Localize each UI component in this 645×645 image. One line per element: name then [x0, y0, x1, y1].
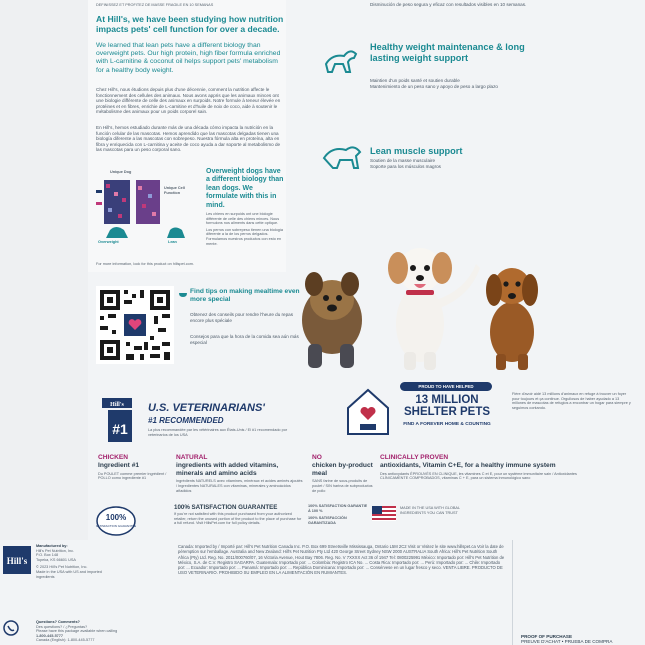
us-flag-icon	[372, 506, 396, 521]
qr-tips-headline: Find tips on making mealtime even more special	[190, 288, 300, 303]
claim-antioxidants-desc: Des antioxydants ÉPROUVÉS EN CLINIQUE, les vitamines C et E, pour un système immunitaire sain / Antioxidantes CLÍNICAMENTE COMPROBADOS, vitaminas C + E, para un sistema inmunológico sano	[380, 471, 577, 481]
claim-antioxidants-sub: antioxidants, Vitamin C+E, for a healthy immune system	[380, 461, 556, 469]
claim-chicken-title: CHICKEN	[98, 454, 129, 461]
proof-en: PROOF OF PURCHASE	[521, 634, 573, 639]
manufacturer-info	[36, 544, 120, 579]
story-french-body: Chez Hill's, nous étudions depuis plus d'une décennie, comment la nutrition affecte le fonctionnement des cellules des animaux. Nous avons appris que les animaux minces ont une biologie différente de celle des animaux en surpoids. Notre formule à teneur élevée en protéines et en fibres, enrichie de L-carnitine et d'huile de noix de coco, aide à soutenir le métabolisme des animaux pour un poids corporel sain.	[96, 87, 281, 115]
claim-natural-title: NATURAL	[176, 454, 208, 461]
diagram-overweight-caption: Overweight	[98, 240, 119, 244]
phone-canada[interactable]: Canada (English): 1-800-445-5777	[36, 638, 95, 643]
dachshund-dog-illustration	[486, 268, 538, 370]
manufacturer-line-1: Hill's Pet Nutrition, Inc.	[36, 548, 75, 553]
benefit-weight-maintenance	[320, 42, 530, 102]
overweight-fr: Les chiens en surpoids ont une biologie différente de celle des chiens minces. Nous formulons nos aliments dans cette optique.	[206, 212, 280, 226]
dog-running-icon	[320, 42, 364, 76]
hills-logo-icon	[3, 546, 31, 574]
diagram-right-label: Unique Cell Function	[164, 186, 185, 195]
vet-badge-number: #1	[112, 421, 128, 437]
badge-percent: 100%	[105, 513, 127, 522]
vet-translation: La plus recommandée par les vétérinaires aux États-Unis / El #1 recomendado por veterinarios de los USA	[148, 428, 288, 437]
claim-natural	[176, 454, 304, 493]
benefit-lean-muscle-title: Lean muscle support	[370, 146, 463, 156]
benefit-weight-maintenance-es: Mantenimiento de un peso sano y apoyo de peso a largo plazo	[370, 84, 498, 89]
overweight-biology-headline: Overweight dogs have a different biology than lean dogs. We formulate with this in mind.	[206, 168, 284, 209]
questions-body: Please have this package available when calling	[36, 629, 118, 634]
guarantee-body: If you're not satisfied with this product purchased from your authorized retailer, return the unused portion of the product to the place of purchase for a full refund. Visit HillsPet.com for full policy details.	[174, 512, 302, 526]
yorkie-dog-illustration	[302, 272, 362, 368]
shelter-pets-label: SHELTER PETS	[403, 406, 491, 418]
story-footer: For more information, look for this product on hillspet.com.	[96, 262, 194, 266]
claim-no-byproduct-desc: SANS farine de sous-produits de poulet / SIN harina de subproductos de pollo	[312, 479, 373, 493]
dog-muscle-icon	[320, 138, 364, 172]
claims-band	[88, 382, 645, 502]
questions-block	[36, 620, 126, 643]
claim-no-byproduct	[312, 454, 374, 493]
overweight-biology-translations	[206, 212, 286, 246]
manufacturer-line-2: P.O. Box 148	[36, 553, 59, 558]
manufacturer-line-3: Topeka, KS 66601 USA	[36, 557, 76, 562]
diagram-top-label: Unique Dog	[110, 170, 132, 174]
proof-of-purchase-label	[521, 634, 612, 644]
vet-subheadline: #1 RECOMMENDED	[148, 416, 224, 425]
made-in-usa-legal: Made in the USA with US and imported ingredients	[36, 569, 102, 579]
guarantee-headline: 100% SATISFACTION GUARANTEE	[174, 504, 278, 511]
proof-of-purchase-box	[512, 540, 640, 645]
qr-tips-es: Consejos para que la hora de la comida sea aún más especial	[190, 334, 299, 345]
shelter-count: 13 MILLION	[415, 394, 479, 406]
claim-natural-sub: ingredients with added vitamins, minerals and amino acids	[176, 461, 279, 477]
logo-text: Hill's	[6, 556, 28, 566]
overweight-es: Los perros con sobrepeso tienen una biología diferente a la de los perros delgados. Formulamos nuestros productos con esto en mente.	[206, 227, 284, 246]
dogs-photo	[292, 240, 554, 372]
number-one-badge-icon	[102, 398, 142, 446]
claim-chicken-sub: Ingredient #1	[98, 461, 140, 469]
guarantee-row	[88, 502, 645, 540]
claim-natural-desc: Ingrédients NATURELS avec vitamines, minéraux et acides aminés ajoutés / Ingredientes NATURALES con vitaminas, minerales y aminoácidos añadidos	[176, 479, 303, 493]
shelter-translation: Fière d'avoir aidé 13 millions d'animaux en refuge à trouver un foyer pour toujours et ça continue. Orgullosos de haber ayudado a 13 millones de mascotas de refugios a encontrar un hogar para siempre y seguimos contando.	[512, 392, 631, 410]
white-dog-illustration	[388, 248, 480, 370]
story-top-cut: DEFINISSEZ ET PROFITEZ DE MASSE FRAGILE EN 10 SEMANAS	[96, 3, 214, 7]
benefit-lean-muscle-es: Soporte para los músculos magros	[370, 164, 441, 169]
phone-us[interactable]: 1-800-445-5777	[36, 633, 64, 638]
claim-chicken-desc: Du POULET comme premier ingrédient / POLLO como ingrediente #1	[98, 471, 167, 481]
vet-headline: U.S. VETERINARIANS'	[148, 402, 265, 414]
story-headline: At Hill's, we have been studying how nutrition impacts pets' cell function for over a decade.	[96, 14, 284, 34]
benefit-lean-muscle-fr: Soutien de la masse musculaire	[370, 158, 436, 163]
bowl-icon	[178, 288, 188, 298]
shelter-number	[392, 394, 502, 418]
claim-antioxidants	[380, 454, 580, 481]
diagram-lean-caption: Lean	[168, 240, 177, 244]
shelter-pill: PROUD TO HAVE HELPED	[400, 382, 492, 391]
claim-antioxidants-title: CLINICALLY PROVEN	[380, 454, 449, 461]
guarantee-fr-head: 100% SATISFACTION GARANTIE À 100 %	[308, 504, 368, 513]
benefit-weight-maintenance-fr: Maintien d'un poids santé et soutien durable	[370, 78, 460, 83]
red-collar	[406, 290, 434, 295]
phone-icon	[3, 620, 31, 636]
questions-translation: Des questions? / ¿Preguntas?	[36, 624, 88, 629]
shelter-pets-block	[306, 382, 502, 446]
vet-recommended-block	[98, 392, 288, 450]
badge-label: SATISFACTION GUARANTEE	[96, 524, 136, 528]
proof-fr-es: PREUVE D'ACHAT • PRUEBA DE COMPRA	[521, 639, 613, 645]
legal-fine-print: Canada: Imported by / Importé par: Hill's Pet Nutrition Canada Inc. P.O. Box 699 Streetsville Mississauga, Ontario L5M 2C2 Visit or Visitez le site www.hillspet.ca Voir la date de péremption sur l'emballage. Australia and New Zealand: Hill's Pet Nutrition Pty Ltd 420 George Street Sydney NSW 2000 AUSTRALIA South Africa: Hill's Pet Nutrition South Africa (Pty) Ltd. Reg. No. 2011/000760/07, 16 Victoria Avenue, Hout Bay 7806. Reg. No. V 7XXXX Act 36 of 1947 Tel: 0800225991 México: Importado por: Hill's Pet Nutrition de México, S.A. de C.V. Registro SAGARPA. Guatemala: Importado por: ... Colombia: Registro ICA No. ... Costa Rica: Importado por: ... Perú: Importado por: ... Chile: Importado por: ... Ecuador: Importado por: ... Panamá: Importado por: ... República Dominicana: Importado por: ... Consérvese en un lugar fresco y seco. VENTA LIBRE. PRODUCTO DE USO VETERINARIO. PROHIBIDO SU EMPLEO EN LA ALIMENTACIÓN EN RUMIANTES.	[178, 544, 505, 576]
benefit-lean-muscle	[320, 138, 530, 178]
satisfaction-badge-icon	[96, 506, 136, 536]
qr-code[interactable]	[96, 286, 174, 364]
claim-no-byproduct-title: NO	[312, 454, 322, 461]
shelter-house-icon	[344, 386, 392, 438]
guarantee-es-head: 100% SATISFACCIÓN GARANTIZADA	[308, 516, 347, 525]
overweight-bar	[104, 180, 130, 224]
story-english-body: We learned that lean pets have a different biology than overweight pets. Our high protein, high fiber formula enriched with L-carnitine & coconut oil helps support pets' metabolism for a healthy body weight.	[96, 42, 281, 74]
qr-tips-fr: Obtenez des conseils pour rendre l'heure du repas encore plus spéciale	[190, 312, 294, 323]
shelter-find-home: FIND A FOREVER HOME & COUNTING	[403, 422, 491, 427]
benefits-panel	[320, 0, 530, 190]
benefit-weight-maintenance-title: Healthy weight maintenance & long lasting weight support	[370, 42, 525, 63]
questions-head: Questions? Comments?	[36, 620, 80, 624]
manufacturer-label: Manufactured by:	[36, 544, 68, 548]
cell-biology-diagram	[96, 168, 200, 254]
vet-badge-brand: Hill's	[110, 402, 124, 408]
copyright: © 2023 Hill's Pet Nutrition, Inc.	[36, 565, 88, 570]
claim-chicken	[98, 454, 170, 481]
lean-bar	[136, 180, 160, 224]
story-spanish-body: En Hill's, hemos estudiado durante más de una década cómo impacta la nutrición en la función celular de las mascotas. Hemos aprendido que las mascotas delgadas tienen una biología diferente a las mascotas con sobrepeso. Nuestra fórmula alta en proteína, alta en fibra y enriquecida con L-carnitina y aceite de coco ayuda a dar soporte al metabolismo de las mascotas para un peso corporal sano.	[96, 125, 281, 153]
claim-no-byproduct-sub: chicken by-product meal	[312, 461, 373, 477]
proof-area	[521, 542, 637, 628]
made-in-usa-text: MADE IN THE USA WITH GLOBAL INGREDIENTS YOU CAN TRUST	[400, 506, 460, 515]
benefit-weight-loss-sub: Disminución de peso segura y eficaz con resultados visibles en 10 semanas.	[370, 2, 527, 7]
qr-tips-section	[96, 282, 300, 366]
